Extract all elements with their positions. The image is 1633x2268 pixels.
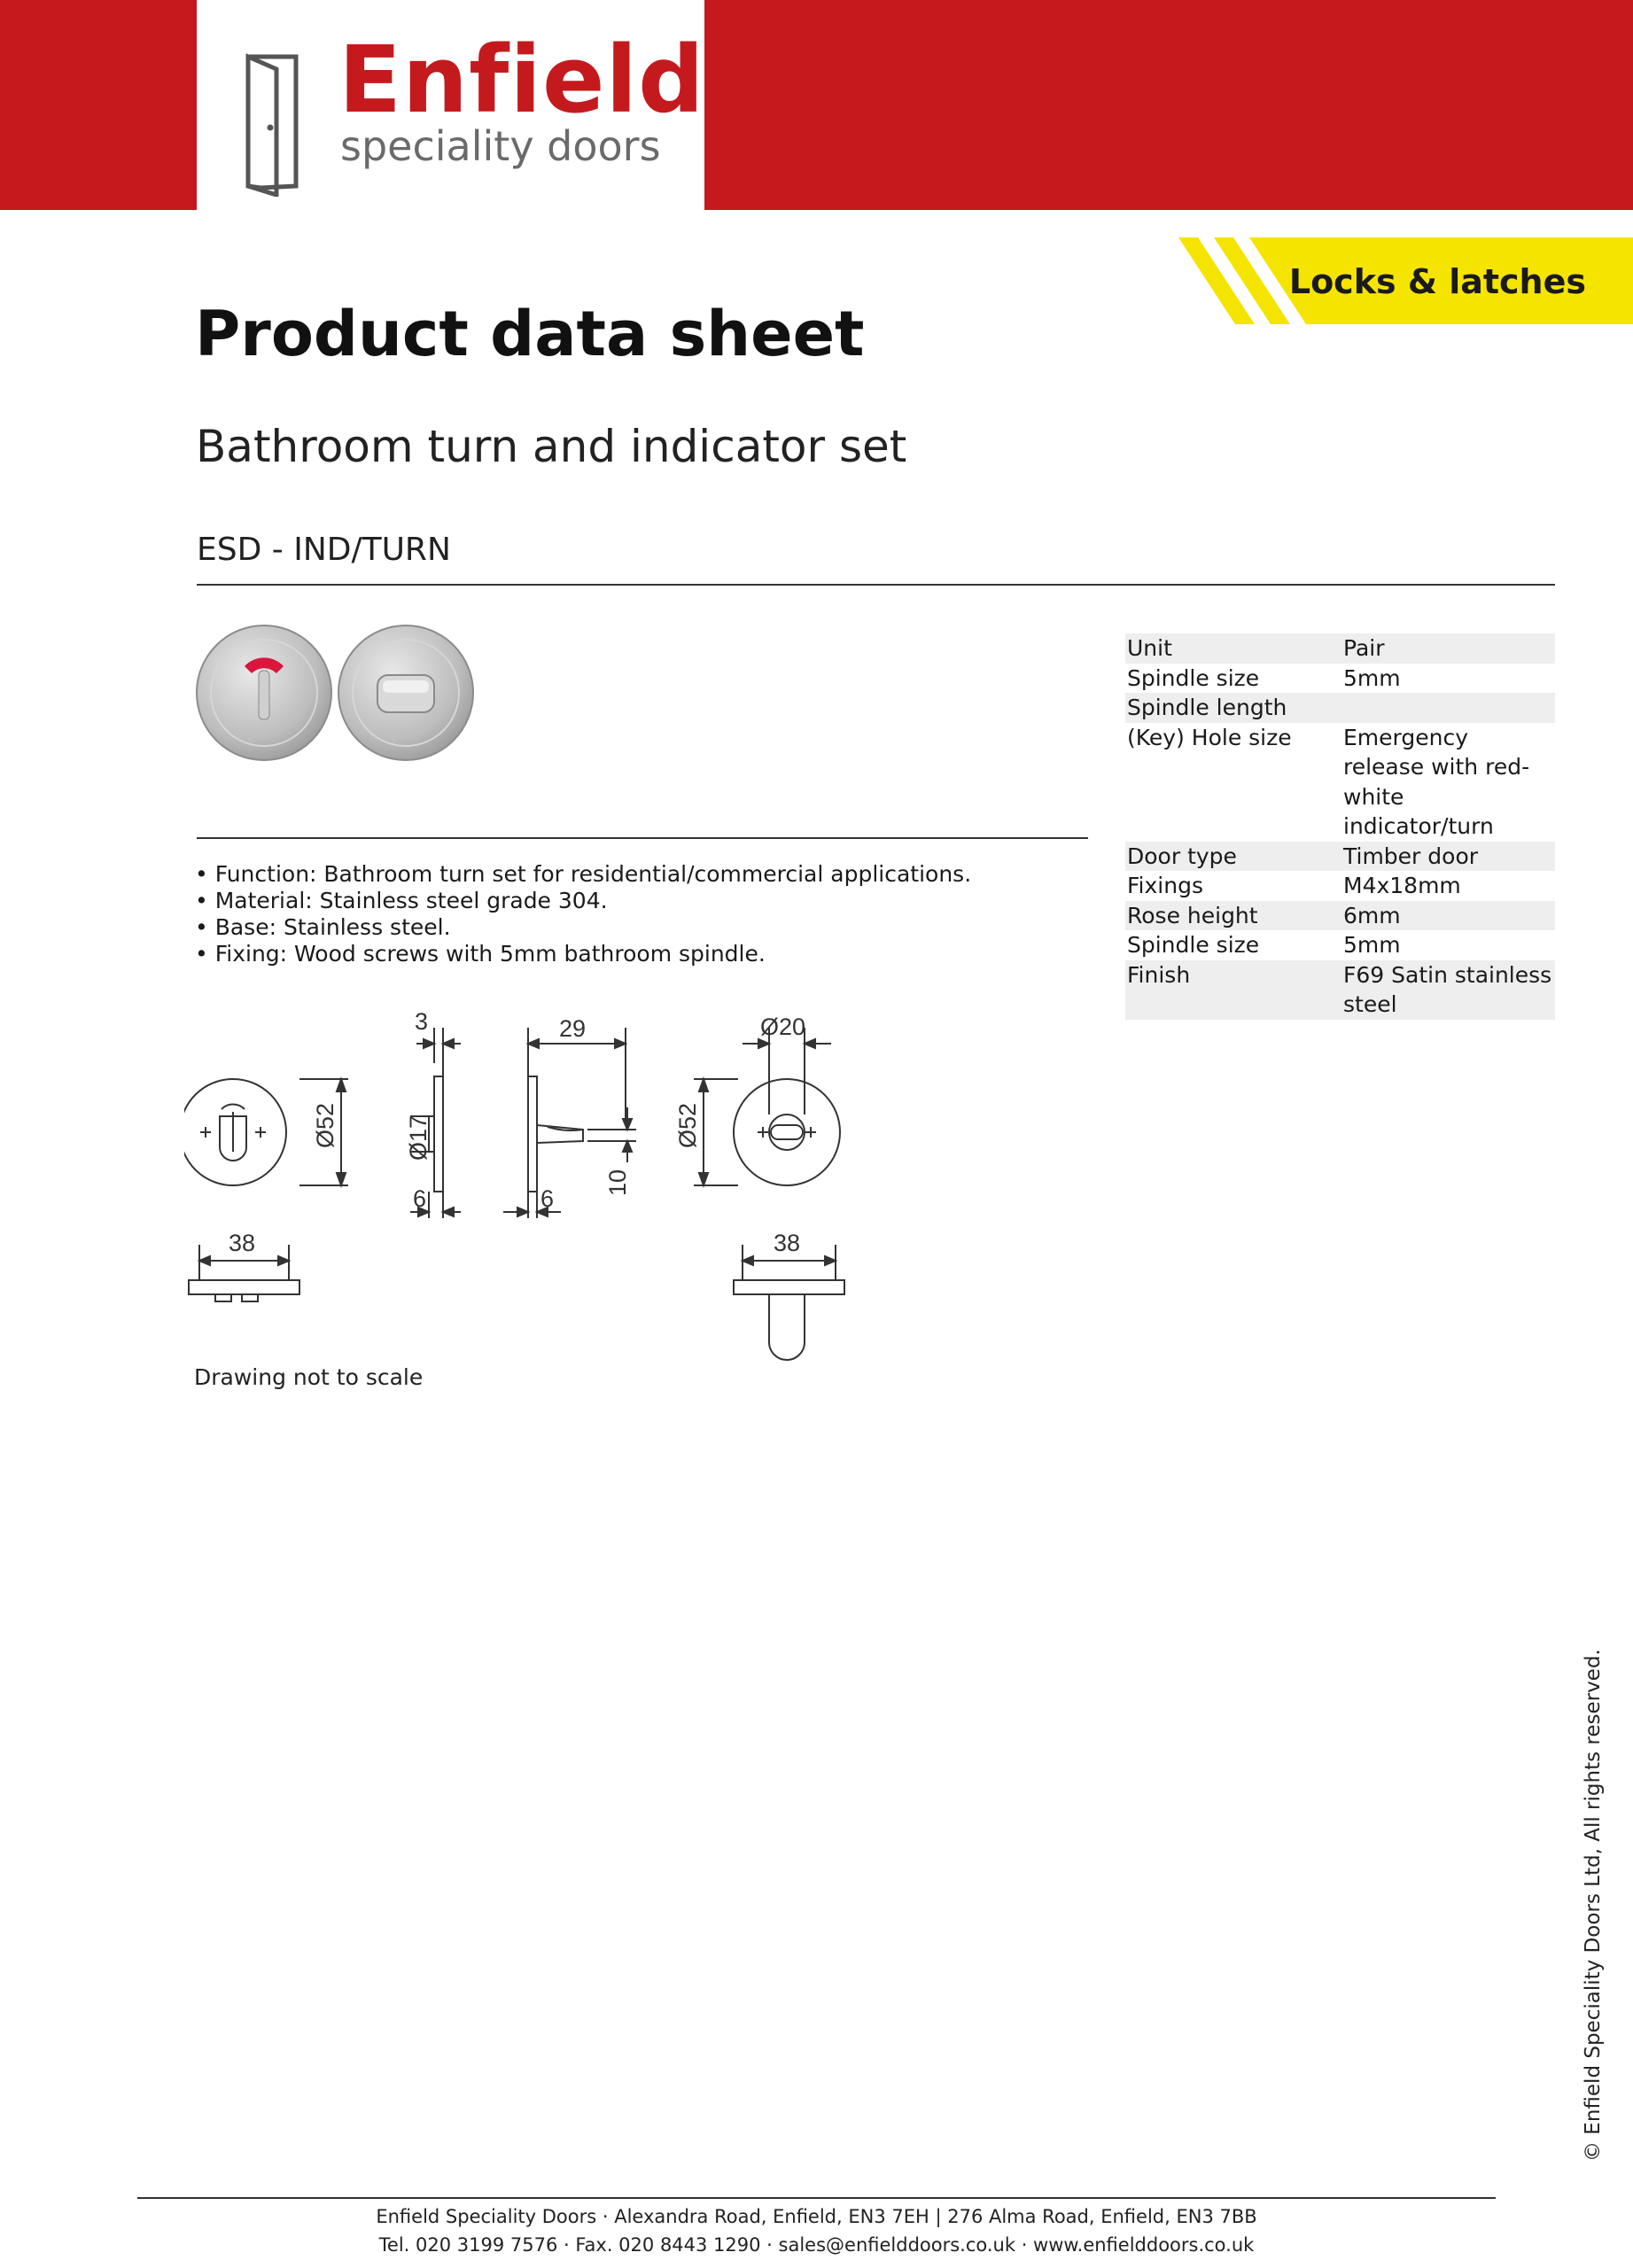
category-label: Locks & latches (1288, 262, 1586, 301)
logo-tagline: speciality doors (340, 122, 661, 170)
dim-w29: 29 (559, 1015, 587, 1042)
dim-d52-left: Ø52 (312, 1102, 338, 1148)
footer-address: Enfield Speciality Doors · Alexandra Road, Enfield, EN3 7EH | 276 Alma Road, Enfield, EN3 7BB (376, 2206, 1257, 2227)
dim-w38-right: 38 (774, 1230, 801, 1256)
product-code: ESD - IND/TURN (197, 532, 451, 568)
spec-row: Rose height 6mm (1125, 901, 1555, 931)
feature-item: • Base: Stainless steel. (195, 914, 971, 941)
spec-row: Unit Pair (1125, 633, 1555, 664)
spec-row: Spindle size 5mm (1127, 664, 1401, 691)
logo-name: Enfield (338, 26, 705, 134)
footer-contact: Tel. 020 3199 7576 · Fax. 020 8443 1290 · sales@enfielddoors.co.uk · www.enfielddoors.co.uk (378, 2234, 1255, 2256)
features-divider (197, 837, 1088, 839)
door-logo-icon (241, 46, 303, 197)
dim-d17: Ø17 (405, 1115, 432, 1161)
product-subtitle: Bathroom turn and indicator set (196, 421, 907, 472)
dim-d52-right: Ø52 (674, 1102, 701, 1148)
drawing-note: Drawing not to scale (194, 1364, 424, 1390)
spec-row: Finish F69 Satin stainless steel (1125, 960, 1555, 1020)
page-title: Product data sheet (195, 298, 865, 370)
spec-row: Spindle size 5mm (1127, 932, 1401, 958)
spec-table (1125, 633, 1555, 1020)
header-divider (197, 584, 1555, 586)
feature-item: • Function: Bathroom turn set for residential/commercial applications. (195, 861, 971, 888)
feature-item: • Material: Stainless steel grade 304. (195, 888, 971, 914)
spec-row: Fixings M4x18mm (1127, 873, 1461, 898)
spec-row: Spindle length (1125, 693, 1555, 723)
dim-w38-left: 38 (229, 1230, 256, 1256)
logo (197, 0, 704, 210)
spec-row: (Key) Hole size Emergency release with red-white indicator/turn (1127, 724, 1530, 839)
dim-w3: 3 (415, 1010, 429, 1035)
product-photo (195, 622, 478, 764)
dim-w6-b: 6 (540, 1185, 555, 1212)
spec-row: Door type Timber door (1125, 842, 1555, 872)
feature-item: • Fixing: Wood screws with 5mm bathroom spindle. (195, 941, 971, 967)
copyright-notice: © Enfield Speciality Doors Ltd, All rights reserved. (1582, 1649, 1605, 2162)
technical-drawing (184, 1010, 858, 1364)
footer-divider (137, 2197, 1496, 2199)
dim-h10: 10 (604, 1169, 631, 1196)
dim-d20: Ø20 (760, 1014, 806, 1040)
feature-list (195, 861, 971, 967)
dim-w6-a: 6 (413, 1185, 427, 1212)
